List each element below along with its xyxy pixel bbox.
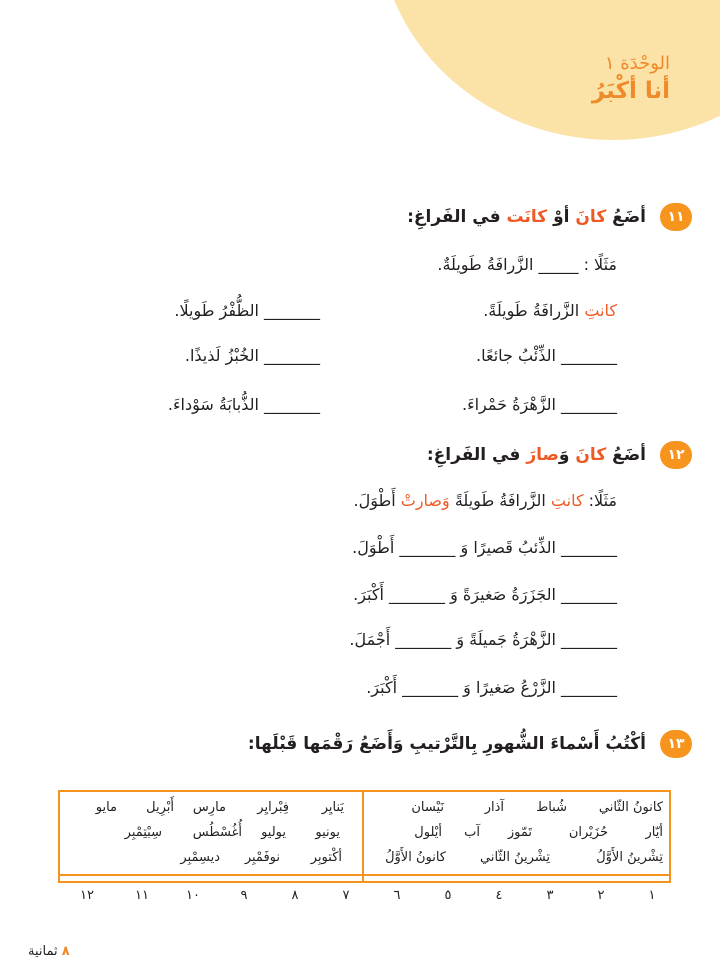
month-cell: كانونُ الأَوَّلُ: [385, 850, 446, 865]
instr-word-1: كانَ: [575, 445, 607, 465]
instr-word-2: كانَت: [506, 207, 548, 227]
page-number: ٨: [61, 944, 70, 959]
month-cell: فِبْرايِر: [257, 800, 289, 815]
month-cell: أُغُسْطُس: [192, 825, 242, 840]
q12-item: _______ الزَّرْعُ صَغيرًا وَ _______ أَكْبَرَ.: [366, 678, 617, 697]
q11-item: _______ الخُبْزُ لَذيذًا.: [184, 346, 320, 365]
page-footer: [28, 944, 70, 959]
number-cell: ١١: [135, 888, 149, 903]
number-cell: ١: [648, 888, 656, 903]
instr-or: أوْ: [553, 207, 570, 227]
q11-item: _______ الظُّفْرُ طَويلًا.: [174, 301, 320, 320]
answer-word: كانتِ: [584, 301, 617, 320]
question-12-instruction: [427, 445, 646, 465]
question-number-badge: ١٣: [660, 730, 692, 758]
q11-example: مَثَلًا : _____ الزَّرافَةُ طَويلَةٌ.: [437, 255, 617, 274]
month-cell: تِشْرينُ الأَوَّلُ: [596, 850, 663, 865]
table-divider-horizontal: [58, 874, 671, 876]
instr-tail: في الفَراغِ:: [407, 207, 501, 227]
question-number-badge: ١٢: [660, 441, 692, 469]
month-cell: آب: [464, 825, 480, 840]
number-cell: ٥: [444, 888, 452, 903]
month-cell: حُزَيْران: [568, 825, 608, 840]
unit-header: [592, 52, 670, 106]
month-cell: أكْتوبِر: [310, 850, 342, 865]
question-number-badge: ١١: [660, 203, 692, 231]
month-cell: أيّار: [645, 825, 663, 840]
answer-rest: الزَّرافَةُ طَويلَةً.: [483, 301, 580, 320]
question-13-header: [248, 727, 692, 761]
instr-word-1: كانَ: [575, 207, 607, 227]
number-cell: ٤: [495, 888, 503, 903]
number-cell: ٩: [240, 888, 248, 903]
number-cell: ١٠: [186, 888, 200, 903]
question-13-instruction: أكْتُبُ أَسْماءَ الشُّهورِ بِالتَّرْتيبِ وَأَضَعُ رَقْمَها قَبْلَها:: [247, 734, 646, 754]
q11-example-answer: [483, 301, 617, 320]
month-cell: ديسِمْبِر: [180, 850, 220, 865]
q12-item: _______ الذِّئبُ قَصيرًا وَ _______ أَطْوَلَ.: [352, 538, 617, 557]
question-11-header: [407, 200, 692, 234]
instr-word-2: صارَ: [526, 445, 559, 465]
month-cell: تِشْرينُ الثّاني: [480, 850, 550, 865]
example-middle: الزَّرافَةُ طَويلَةً: [454, 491, 546, 510]
number-cell: ٣: [546, 888, 554, 903]
example-word-2: وَصارتْ: [400, 491, 450, 510]
month-cell: مارِس: [192, 800, 226, 815]
month-cell: نوفَمْبِر: [244, 850, 280, 865]
page-word: ثمانية: [28, 944, 58, 959]
unit-title: أنا أكْبَرُ: [591, 78, 670, 104]
month-cell: يونيو: [315, 825, 340, 840]
instr-verb: أضَعُ: [612, 445, 646, 465]
month-cell: يَنايِر: [321, 800, 344, 815]
question-12-header: [427, 438, 692, 472]
instr-verb: أضَعُ: [612, 207, 646, 227]
month-cell: تَمّوز: [507, 825, 532, 840]
number-cell: ٨: [291, 888, 299, 903]
month-cell: أَبْرِيل: [146, 800, 174, 815]
month-cell: سِبْتِمْبِر: [124, 825, 162, 840]
q11-item: _______ الذُّبابَةُ سَوْداءَ.: [167, 395, 320, 414]
month-cell: نَيْسان: [411, 800, 444, 815]
q11-item: _______ الزَّهْرَةُ حَمْراءَ.: [462, 395, 617, 414]
number-cell: ١٢: [80, 888, 94, 903]
month-cell: أيْلول: [414, 825, 442, 840]
example-word-1: كانتِ: [550, 491, 584, 510]
q11-item: _______ الذِّئْبُ جائعًا.: [476, 346, 617, 365]
table-divider-vertical: [362, 790, 364, 883]
unit-label: الوحْدَة ١: [604, 53, 670, 74]
instr-and: وَ: [558, 445, 570, 465]
q12-item: _______ الزَّهْرَةُ جَميلَةً وَ _______ أَجْمَلَ.: [349, 630, 617, 649]
example-end: أَطْوَلَ.: [353, 491, 396, 510]
example-label: مَثَلًا:: [588, 491, 617, 510]
q12-item: _______ الجَزَرَةُ صَغيرَةً وَ _______ أَكْبَرَ.: [353, 585, 617, 604]
number-cell: ٧: [342, 888, 350, 903]
month-cell: كانونُ الثّاني: [598, 800, 663, 815]
question-11-instruction: [407, 207, 646, 227]
number-cell: ٢: [597, 888, 605, 903]
month-cell: آذار: [484, 800, 504, 815]
instr-tail: في الفَراغِ:: [426, 445, 521, 465]
q12-example: [354, 491, 617, 510]
number-cell: ٦: [393, 888, 401, 903]
month-cell: مايو: [95, 800, 117, 815]
month-cell: شُباط: [536, 800, 567, 815]
month-cell: يوليو: [261, 825, 286, 840]
